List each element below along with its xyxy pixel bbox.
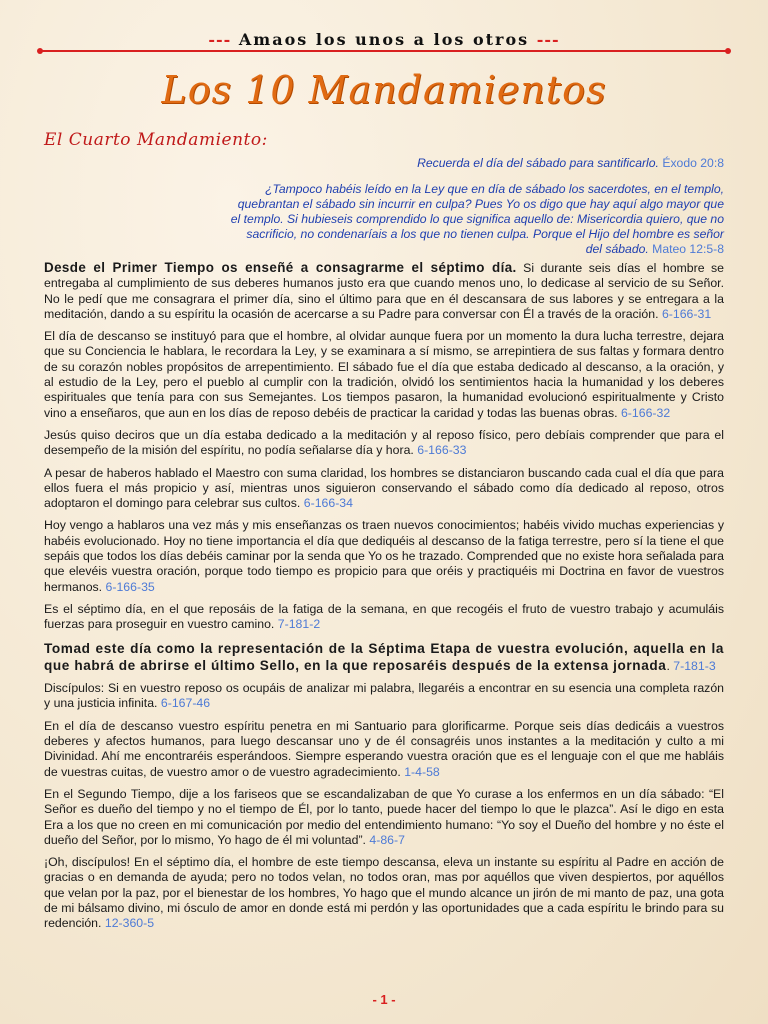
paragraph: [44, 329, 724, 421]
scripture-quotes: [230, 156, 724, 268]
paragraph-text: El día de descanso se instituyó para que el hombre, al olvidar aunque fuera por un momento la dura lucha terrestre, dejara que su Conciencia le hablara, le recordara la Ley, y se examinara a sí mismo, se arrepintiera de sus faltas y formara dentro de su corazón nobles propósitos de arrepentimiento. El sábado fue el día que estaba dedicado al descanso, a la oración, y al estudio de la Ley, pero el pueblo al cumplir con la tradición, olvidó los sentimientos hacia la humanidad y los deberes espirituales que tenía para con sus Semejantes. Los tiempos pasaron, la humanidad evolucionó espiritualmente y Cristo vino a enseñaros, que aun en los días de reposo debéis de practicar la caridad y todas las buenas obras.: [44, 329, 724, 420]
paragraph-reference: 6-166-33: [417, 443, 467, 458]
paragraph-text: A pesar de haberos hablado el Maestro con suma claridad, los hombres se distanciaron buscando cada cual el día que para ellos fuera el más propicio y así, mientras unos siguieron conservando el sábado como día dedicado al reposo, otros adoptaron el domingo para celebrar sus cultos.: [44, 465, 724, 511]
paragraph-text: Hoy vengo a hablaros una vez más y mis enseñanzas os traen nuevos conocimientos; habéis vivido muchas experiencias y habéis evolucionado. Hoy no tiene importancia el día que dediquéis al descanso de la fatiga terrestre, pero sí la tiene el que sepáis que todos los días debéis caminar por la senda que Yo os he trazado. Comprended que no existe hora señalada para que elevéis vuestra oración, porque todo tiempo es propicio para que oréis y practiquéis mi Doctrina en favor de vuestros hermanos.: [44, 518, 724, 594]
paragraph: [44, 640, 724, 675]
paragraph: [44, 855, 724, 931]
paragraph-reference: 6-166-34: [303, 496, 353, 511]
paragraph: [44, 428, 724, 459]
body-text: [44, 260, 724, 939]
paragraph: [44, 602, 724, 633]
quote: [230, 182, 724, 257]
paragraph-text: Discípulos: Si en vuestro reposo os ocupáis de analizar mi palabra, llegaréis a encontrar en su esencia una completa razón y una justicia infinita.: [44, 681, 724, 711]
paragraph: [44, 719, 724, 780]
paragraph: [44, 681, 724, 712]
paragraph-text: En el Segundo Tiempo, dije a los fariseos que se escandalizaban de que Yo curase a los enfermos en un día sábado: “El Señor es dueño del tiempo y no el tiempo de Él, por lo tanto, puede hacer del tiempo lo que le plazca”. Así le digo en esta Era a los que no creen en mi comunicación por medio del entendimiento humano: “Yo soy el Dueño del hombre y no éste el dueño del Señor, por lo mismo, Yo hago de él mi voluntad”.: [44, 786, 724, 847]
paragraph-reference: 12-360-5: [104, 916, 155, 931]
paragraph-text: Si durante seis días el hombre se entregaba al cumplimiento de sus deberes humanos justo era que cuando menos uno, lo dedicase al servicio de su Señor. No le pedí que me consagrara el primer día, sino el último para que en él descansara de sus labores y se entregara a la meditación, dando a su espíritu la ocasión de acercarse a su Padre para conversar con Él a través de la oración.: [44, 261, 725, 321]
header-text-wrap: [200, 30, 567, 49]
paragraph-reference: 6-166-31: [661, 306, 712, 321]
quote-reference: Mateo 12:5-8: [652, 242, 724, 256]
paragraph-text: .: [666, 658, 670, 673]
quote-reference: Éxodo 20:8: [662, 156, 724, 170]
paragraph-reference: 1-4-58: [404, 764, 440, 779]
header-dash-right: ---: [536, 30, 560, 49]
paragraph-text: En el día de descanso vuestro espíritu penetra en mi Santuario para glorificarme. Porque seis días dedicáis a vuestros deberes y afectos humanos, para luego descansar uno y de él consagréis unos instantes a la meditación y culto a mi Divinidad. Ahí me encontraréis esperándoos. Siempre esperando vuestra oración que es el lenguaje con el que me habláis de vuestras cuitas, de vuestro amor o de vuestro agradecimiento.: [44, 718, 724, 779]
paragraph-reference: 6-166-35: [105, 579, 155, 594]
page-number: - 1 -: [372, 992, 396, 1007]
section-subtitle: El Cuarto Mandamiento:: [44, 130, 268, 150]
paragraph-reference: 6-167-46: [160, 696, 211, 711]
paragraph-lead: Desde el Primer Tiempo os enseñé a consagrarme el séptimo día.: [44, 260, 517, 275]
paragraph-reference: 4-86-7: [369, 832, 405, 847]
paragraph-text: ¡Oh, discípulos! En el séptimo día, el hombre de este tiempo descansa, eleva un instante su espíritu al Padre en acción de gracias o en demanda de ayuda; pero no todos velan, no todos oran, mas por aquéllos que viven despiertos, por aquéllos que velan por la paz, por el bienestar de los hombres, Yo hago que el mundo alcance un jirón de mi manto de paz, una gota de mi bálsamo divino, mi ósculo de amor en donde está mi perdón y las oportunidades que a cada espíritu le brindo para su redención.: [44, 855, 724, 931]
quote: [230, 156, 724, 171]
header-divider: [40, 50, 728, 52]
quote-text: ¿Tampoco habéis leído en la Ley que en día de sábado los sacerdotes, en el templo, quebrantan el sábado sin incurrir en culpa? Pues Yo os digo que hay aquí algo mayor que el templo. Si hubieseis comprendido lo que significa aquello de: Misericordia quiero, que no sacrificio, no condenaríais a los que no tienen culpa. Porque el Hijo del hombre es señor del sábado.: [230, 182, 724, 256]
paragraph-text: Es el séptimo día, en el que reposáis de la fatiga de la semana, en que recogéis el fruto de vuestro trabajo y acumuláis fuerzas para proseguir en vuestro camino.: [44, 601, 724, 632]
quote-text: Recuerda el día del sábado para santificarlo.: [417, 156, 659, 170]
paragraph-reference: 7-181-3: [673, 658, 716, 673]
paragraph-text: Jesús quiso deciros que un día estaba dedicado a la meditación y al reposo físico, pero debíais comprender que para el desempeño de la misión del espíritu, no podía señalarse día y hora.: [44, 427, 724, 458]
header-text: Amaos los unos a los otros: [238, 30, 530, 49]
page-header: [40, 32, 728, 54]
paragraph-reference: 7-181-2: [277, 617, 321, 632]
paragraph: [44, 466, 724, 512]
paragraph: [44, 787, 724, 848]
page-title: Los 10 Mandamientos: [161, 68, 607, 112]
paragraph-reference: 6-166-32: [620, 405, 671, 420]
paragraph-lead: Tomad este día como la representación de la Séptima Etapa de vuestra evolución, aquella en la que habrá de abrirse el último Sello, en la que reposaréis después de la extensa jornada: [44, 640, 724, 673]
paragraph: [44, 260, 724, 322]
header-dash-left: ---: [208, 30, 232, 49]
paragraph: [44, 518, 724, 594]
